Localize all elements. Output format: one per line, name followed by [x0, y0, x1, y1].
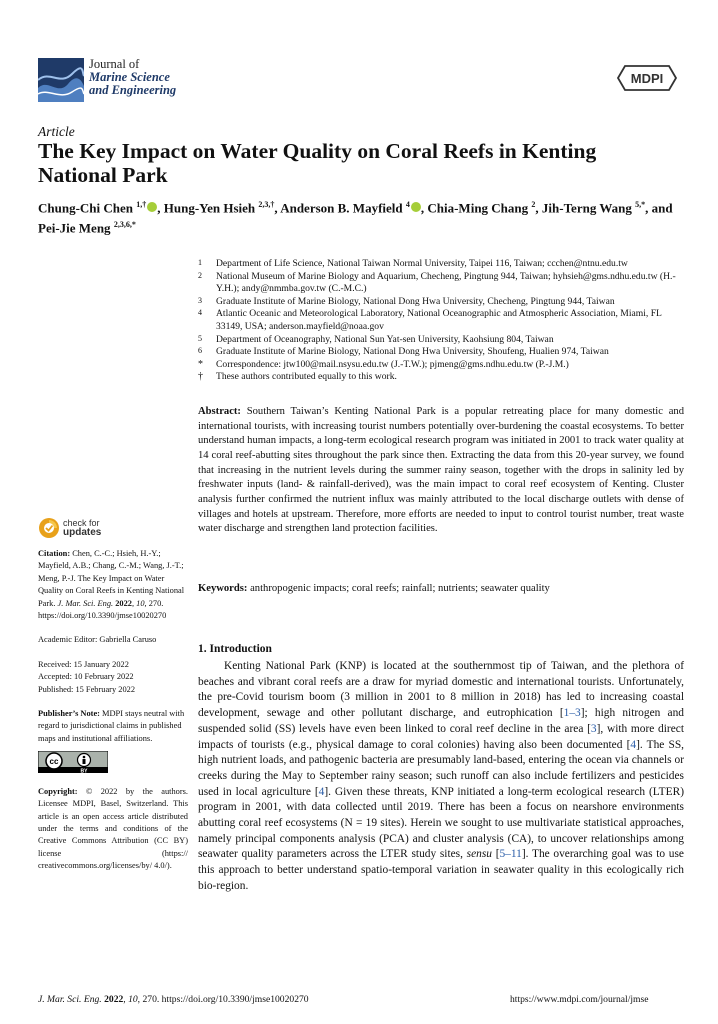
author-name: Hung-Yen Hsieh — [163, 200, 259, 216]
abstract-text: Southern Taiwan’s Kenting National Park is a popular retreating place for many domestic and international tourists, with increasing tourist numbers potentially over-burdening the coastal ecosystems. To better understand human impacts, a long-term ecological research program was initiated in 2001 to track water quality at 14 coral reef-abutting sites throughout the park since then. Extracting the data from this 20-year survey, we found that increasing in the nutrient levels during the summer rainy season, together with the drops in salinity led by freshwater inputs (land- & rainfall-derived), was the main impact to coral reef ecosystem of Kenting. Cluster analysis further confirmed the nutrient influx was mainly attributed to the local discharge outlets with dense of villages and hotels at upstream. Therefore, more efforts are needed to input to control tourist number, treat waste water discharge and strengthen land protection facilities. — [198, 406, 684, 535]
affiliation-text: Graduate Institute of Marine Biology, National Dong Hwa University, Shoufeng, Hualien 974, Taiwan — [216, 346, 609, 358]
check-updates-line1: check for — [63, 518, 100, 528]
affiliation-text: These authors contributed equally to this work. — [216, 371, 397, 383]
citation-link[interactable]: 3 — [590, 722, 597, 735]
sidebar — [38, 548, 188, 873]
affiliation-text: Department of Life Science, National Taiwan Normal University, Taipei 116, Taiwan; ccchen@ntnu.edu.tw — [216, 258, 628, 269]
affiliation-text: Department of Oceanography, National Sun Yat-sen University, Kaohsiung 804, Taiwan — [216, 333, 554, 345]
affiliation-mark: 2 — [198, 270, 202, 280]
citation-doi[interactable]: , 270. https://doi.org/10.3390/jmse10020270 — [38, 598, 167, 621]
received-date: Received: 15 January 2022 — [38, 659, 129, 669]
orcid-icon[interactable] — [411, 202, 421, 212]
introduction-text: Kenting National Park (KNP) is located at the southernmost tip of Taiwan, and the plethora of beaches and vibrant coral reefs are a draw for myriad domestic and international tourists. Unfortunately, the pre-Covid tourism boom (3 million in 2001 to 8 million in 2018) has led to increasing coastal development, sewage and other pollutant discharge, and eutrophication [ — [198, 660, 684, 720]
affiliation-item — [198, 296, 688, 309]
article-title: The Key Impact on Water Quality on Coral Reefs in Kenting National Park — [38, 139, 597, 187]
publisher-note — [38, 708, 188, 745]
introduction-text: ]. The overarching goal was to use this approach to better understand spatio-temporal variation in seawater quality in this ecologically rich bio-region. — [198, 848, 684, 892]
author-separator: , — [420, 200, 428, 216]
mdpi-logo — [614, 64, 680, 92]
copyright-label: Copyright: — [38, 786, 78, 796]
affiliation-item — [198, 258, 688, 271]
copyright — [38, 786, 188, 873]
publisher-note-label: Publisher’s Note: — [38, 709, 100, 719]
introduction-text: ], with more direct impacts of tourists (e.g., physical damage to coral colonies) having also been documented [ — [198, 722, 684, 751]
citation-year: 2022 — [115, 598, 132, 608]
affiliation-item — [198, 346, 688, 359]
academic-editor: Academic Editor: Gabriella Caruso — [38, 635, 157, 645]
orcid-icon[interactable] — [147, 202, 157, 212]
affiliation-mark: † — [198, 371, 203, 383]
citation-link[interactable]: 4 — [318, 785, 325, 798]
affiliation-text: Graduate Institute of Marine Biology, National Dong Hwa University, Checheng, Pingtung 944, Taiwan — [216, 295, 615, 307]
journal-name-line1: Journal of — [89, 57, 140, 71]
introduction-text: [ — [491, 848, 500, 861]
author-name: Chia-Ming Chang — [427, 200, 532, 216]
article-type: Article — [38, 124, 75, 139]
affiliation-item — [198, 271, 688, 296]
author-and: and — [651, 200, 673, 216]
author-affiliation-sup: 1,† — [136, 200, 147, 209]
introduction-text: ]. The SS, high nutrient loads, and pathogenic bacteria are presumably land-based, entering the ocean via channels or creeks during the May to September rainy season; such runoff can also include fertilizers and pesticides used in local agriculture [ — [198, 738, 685, 798]
abstract-label: Abstract: — [198, 406, 241, 417]
journal-logo — [38, 58, 84, 102]
author-affiliation-sup: 5,* — [635, 200, 646, 209]
journal-name — [89, 58, 176, 97]
author-separator: , — [274, 200, 281, 216]
affiliation-mark: * — [198, 358, 203, 370]
affiliation-item — [198, 308, 688, 333]
author-affiliation-sup: 2,3,† — [258, 200, 275, 209]
affiliation-text: Atlantic Oceanic and Meteorological Laboratory, National Oceanographic and Atmospheric Association, Miami, FL 33149, USA; anderson.mayfield@noaa.gov — [216, 308, 662, 332]
check-updates-line2: updates — [63, 527, 102, 538]
mdpi-logo-text: MDPI — [630, 71, 664, 86]
footer-volume: 10 — [128, 994, 138, 1005]
accepted-date: Accepted: 10 February 2022 — [38, 672, 134, 682]
introduction-body — [198, 659, 684, 895]
footer-journal: J. Mar. Sci. Eng. — [38, 994, 102, 1005]
svg-text:cc: cc — [49, 757, 59, 767]
check-updates-icon — [38, 517, 60, 539]
affiliation-mark: 5 — [198, 333, 202, 343]
affiliation-mark: 4 — [198, 308, 202, 318]
author-name: Jih-Terng Wang — [541, 200, 636, 216]
citation-link[interactable]: 1–3 — [563, 707, 581, 720]
citation-volume: 10 — [136, 598, 145, 608]
published-date: Published: 15 February 2022 — [38, 684, 136, 694]
introduction-text: ]. Given these threats, KNP initiated a long-term ecological research (LTER) program in 2001, with data collected until 2019. There has been a focus on nearshore environments abutting coral reef ecosystems (N = 19 sites). Herein we sought to use multivariate statistical approaches, namely principal components analysis (PCA) and cluster analysis (CA), to uncover relationships among seawater quality parameters across the LTER study sites, — [198, 785, 684, 861]
citation-link[interactable]: 4 — [630, 738, 637, 751]
author-list — [38, 196, 688, 237]
keywords — [198, 583, 684, 594]
abstract — [198, 405, 684, 537]
author-affiliation-sup: 4 — [405, 200, 410, 209]
footer-journal-url[interactable]: https://www.mdpi.com/journal/jmse — [510, 994, 649, 1005]
citation-journal: J. Mar. Sci. Eng. — [57, 598, 114, 608]
footer-citation: J. Mar. Sci. Eng. 2022, 10, 270. https://doi.org/10.3390/jmse10020270 — [38, 994, 309, 1005]
affiliation-list — [198, 258, 688, 384]
copyright-text: © 2022 by the authors. Licensee MDPI, Basel, Switzerland. This article is an open access article distributed under the terms and conditions of the Creative Commons Attribution (CC BY) license (https:// creativecommons.org/licenses/by/ 4.0/). — [38, 786, 189, 871]
citation-text: Chen, C.-C.; Hsieh, H.-Y.; Mayfield, A.B.; Chang, C.-M.; Wang, J.-T.; Meng, P.-J. The Key Impact on Water Quality on Coral Reefs in Kenting National Park. — [38, 549, 185, 608]
footer-year: 2022 — [104, 994, 124, 1005]
citation-link[interactable]: 5–11 — [499, 848, 522, 861]
introduction-text: sensu — [466, 848, 492, 861]
section-heading-introduction: 1. Introduction — [198, 643, 272, 655]
author-separator: , — [535, 200, 542, 216]
cc-badge-text: BY — [80, 768, 88, 774]
affiliation-text: National Museum of Marine Biology and Aquarium, Checheng, Pingtung 944, Taiwan; hyhsieh@gms.ndhu.edu.tw (H.-Y.H.); andy@nmmba.gov.tw (C.-M.C.) — [216, 270, 676, 295]
journal-name-line2: Marine Science — [89, 70, 170, 84]
introduction-text: ]; high nitrogen and suspended solid (SS) levels have even been linked to coral reef decline in the area [ — [198, 707, 684, 735]
keywords-label: Keywords: — [198, 583, 248, 594]
affiliation-mark: 6 — [198, 346, 202, 356]
author-name: Pei-Jie Meng — [38, 220, 114, 236]
affiliation-mark: 3 — [198, 295, 202, 305]
affiliation-item — [198, 359, 688, 372]
author-name: Anderson B. Mayfield — [280, 200, 406, 216]
journal-name-line3: and Engineering — [89, 83, 177, 97]
affiliation-item — [198, 334, 688, 347]
citation: Citation: Chen, C.-C.; Hsieh, H.-Y.; Mayfield, A.B.; Chang, C.-M.; Wang, J.-T.; Meng, P.-J. The Key Impact on Water Quality on Coral Reefs in Kenting National Park. J. Mar. Sci. Eng. 2022, 10, 270. https://doi.org/10.3390/jmse10020270 — [38, 549, 185, 621]
cc-by-license-icon[interactable] — [38, 751, 108, 773]
publisher-note-text: MDPI stays neutral with regard to jurisdictional claims in published maps and institutional affiliations. — [38, 709, 185, 743]
author-affiliation-sup: 2 — [531, 200, 536, 209]
author-separator: , — [157, 200, 164, 216]
affiliation-item — [198, 371, 688, 384]
citation-label: Citation: — [38, 549, 71, 558]
keywords-text: anthropogenic impacts; coral reefs; rainfall; nutrients; seawater quality — [250, 583, 550, 594]
author-name: Chung-Chi Chen — [38, 200, 137, 216]
affiliation-text: Correspondence: jtw100@mail.nsysu.edu.tw (J.-T.W.); pjmeng@gms.ndhu.edu.tw (P.-J.M.) — [216, 358, 569, 370]
affiliation-mark: 1 — [198, 258, 202, 267]
footer-doi[interactable]: , 270. https://doi.org/10.3390/jmse10020270 — [137, 994, 309, 1005]
author-affiliation-sup: 2,3,6,* — [113, 220, 136, 230]
author-separator: , — [645, 200, 652, 216]
check-for-updates-button[interactable] — [38, 517, 128, 543]
